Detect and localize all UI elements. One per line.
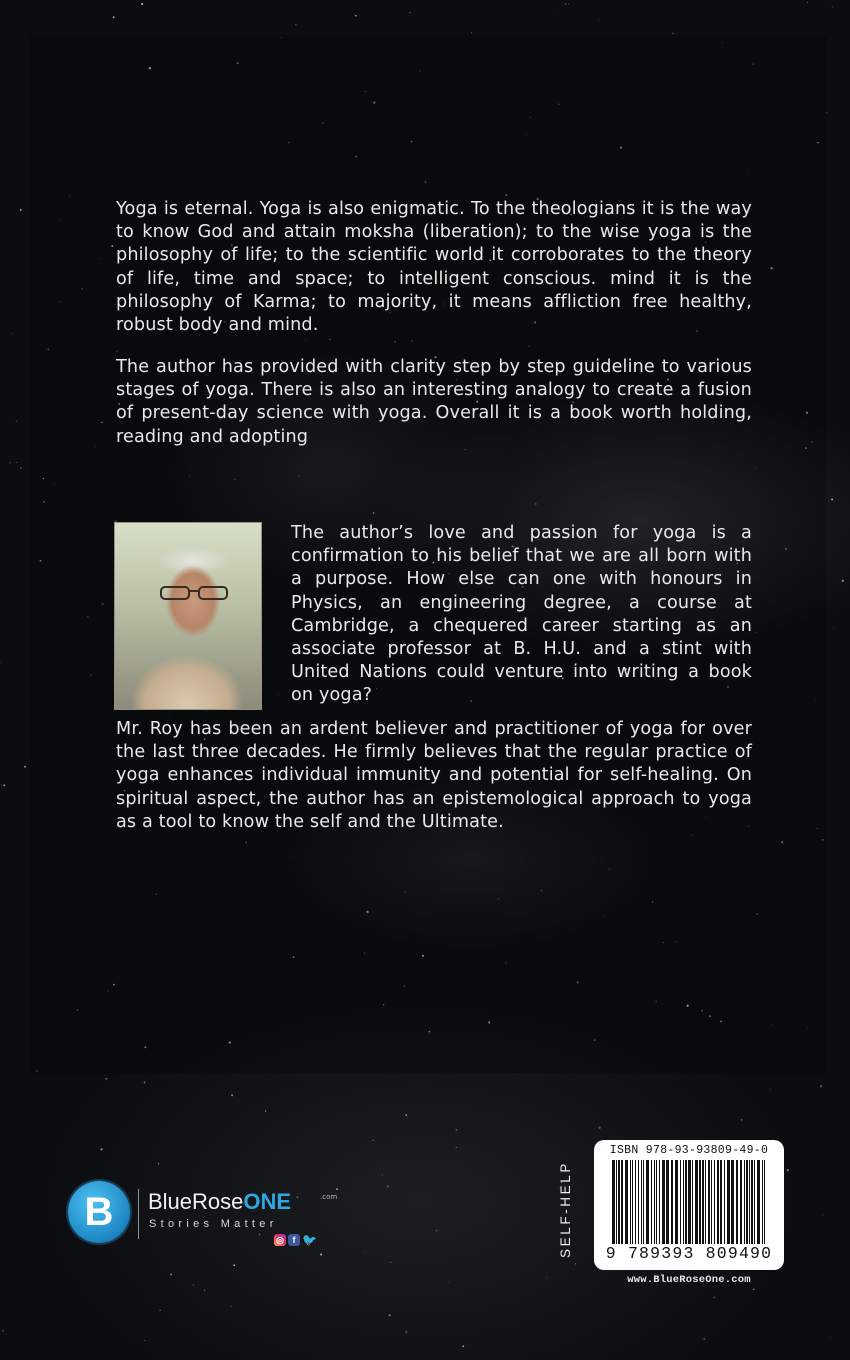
blurb-paragraph-2: The author has provided with clarity step by step guideline to various stages of yoga. There is also an interesting analogy to create a fusion of present-day science with yoga. Overall it is a book worth holding, reading and adopting [116,357,752,447]
star [598,1127,600,1129]
barcode-bar [630,1160,631,1244]
star [204,1290,205,1291]
star [382,1174,383,1175]
barcode-bar [714,1160,715,1244]
star [703,1338,705,1340]
genre-label: SELF-HELP [558,1161,573,1258]
star [372,1140,373,1141]
barcode-bar [616,1160,617,1244]
barcode-bar [662,1160,665,1244]
barcode-bar [688,1160,691,1244]
star [390,1262,392,1264]
star [787,1169,789,1171]
star [231,1094,233,1096]
star [455,1129,457,1131]
barcode-bar [702,1160,704,1244]
barcode-bar [625,1160,628,1244]
blurb-paragraph-1: Yoga is eternal. Yoga is also enigmatic. To the theologians it is the way to know God and attain moksha (liberation); to the wise yoga is the philosophy of life; to the scientific world it corroborates to the theory of life, time and space; to intelligent conscious. mind it is the philosophy of Karma; to majority, it means affliction free healthy, robust body and mind. [116,199,752,336]
barcode-bar [749,1160,750,1244]
star [830,1337,831,1338]
star [456,1147,457,1148]
isbn-digits: 9 789393 809490 [605,1244,773,1263]
star [568,3,569,4]
star [822,1215,823,1216]
star [598,19,599,20]
publisher-name-part1: BlueRose [148,1189,244,1214]
barcode-bar [724,1160,725,1244]
star [831,498,833,500]
star [259,1234,261,1236]
star [828,241,829,242]
star [297,1196,299,1198]
barcode-bar [705,1160,706,1244]
facebook-icon: f [288,1234,300,1246]
barcode-bar [762,1160,763,1244]
barcode-bar [731,1160,734,1244]
star [295,24,296,25]
barcode-bar [635,1160,636,1244]
barcode-bar [751,1160,753,1244]
author-bio-paragraph-2: Mr. Roy has been an ardent believer and practitioner of yoga for over the last three decades. He firmly believes that the regular practice of yoga enhances individual immunity and potential for self-healing. On spiritual aspect, the author has an epistemological approach to yoga as a tool to know the self and the Ultimate. [116,719,752,832]
star [387,1185,389,1187]
star [770,1089,771,1090]
barcode-bar [740,1160,742,1244]
star [842,580,844,582]
star [144,1340,145,1341]
star [714,1297,715,1298]
star [160,1310,161,1311]
barcode-bar [764,1160,765,1244]
instagram-icon: ◎ [274,1234,286,1246]
star [575,1263,576,1264]
star [193,1284,194,1285]
barcode-bar [646,1160,649,1244]
star [320,1254,322,1256]
star [265,1110,266,1111]
star [834,628,835,629]
barcode-bar [638,1160,639,1244]
barcode-bar [666,1160,669,1244]
author-bio-paragraph-1: The author’s love and passion for yoga is a confirmation to his belief that we are all born with a purpose. How else can one with honours in Physics, an engineering degree, a course at Cambridge, a chequered career starting as an associate professor at B. H.U. and a stint with United Nations could venture into writing a book on yoga? [291,523,752,706]
barcode-bar [651,1160,652,1244]
barcode-bar [746,1160,748,1244]
publisher-domain-suffix: .com [320,1193,338,1201]
star [753,1289,754,1290]
barcode-bar [675,1160,678,1244]
star [3,784,5,786]
star [226,1300,227,1301]
barcode-bar [727,1160,730,1244]
star [144,1082,146,1084]
barcode-bar [717,1160,719,1244]
star [389,1314,391,1316]
barcode-bar [711,1160,712,1244]
star [105,1078,107,1080]
barcode-bar [632,1160,633,1244]
publisher-website: www.BlueRoseOne.com [627,1274,751,1286]
star [11,333,12,334]
barcode-bar [720,1160,722,1244]
star [741,1119,742,1120]
barcode-bar [757,1160,760,1244]
barcode-bar [685,1160,687,1244]
publisher-name [148,1189,291,1215]
barcode-bar [618,1160,620,1244]
star [113,16,115,18]
star [170,1274,172,1276]
star [20,209,22,211]
star [24,766,26,768]
star [820,1085,822,1087]
barcode-bar [744,1160,745,1244]
star [435,1229,437,1231]
barcode-bar [641,1160,642,1244]
barcode-bar [754,1160,755,1244]
star [233,1264,235,1266]
barcode-bar [680,1160,681,1244]
barcode-bar [654,1160,655,1244]
social-icons [274,1233,317,1247]
star [16,462,17,463]
star [100,1148,102,1150]
star [230,1306,231,1307]
star [449,1282,450,1283]
barcode-bar [671,1160,673,1244]
star [336,1188,338,1190]
star [2,1330,4,1332]
bluerose-logo-icon: B [68,1181,130,1243]
barcode-bar [695,1160,698,1244]
barcode-bar [683,1160,684,1244]
publisher-name-part2: ONE [243,1189,292,1214]
star [409,12,410,13]
star [405,1331,407,1333]
barcode-bar [692,1160,693,1244]
twitter-icon: 🐦 [302,1233,317,1247]
star [65,1198,66,1199]
star [462,1345,464,1347]
star [158,1163,160,1165]
author-photo [114,522,262,710]
star [141,3,143,5]
barcode-bar [708,1160,710,1244]
barcode-bars [610,1160,768,1244]
barcode-bar [643,1160,644,1244]
logo-divider [138,1189,139,1239]
barcode-bar [621,1160,623,1244]
publisher-tagline: Stories Matter [149,1218,278,1230]
isbn-label: ISBN 978-93-93809-49-0 [609,1144,769,1157]
star [365,1252,366,1253]
star [405,1114,407,1116]
star [16,420,18,422]
star [556,10,557,11]
star [20,467,22,469]
barcode [594,1140,784,1270]
barcode-bar [612,1160,615,1244]
barcode-bar [736,1160,738,1244]
star [471,32,472,33]
star [547,1277,548,1278]
star [0,662,1,663]
star [672,33,673,34]
star [565,3,566,4]
star [9,462,11,464]
barcode-bar [656,1160,657,1244]
barcode-bar [699,1160,701,1244]
glasses-shape [159,585,229,601]
star [250,1358,251,1359]
star [355,15,357,17]
star [832,7,833,8]
star [807,2,808,3]
barcode-bar [659,1160,660,1244]
